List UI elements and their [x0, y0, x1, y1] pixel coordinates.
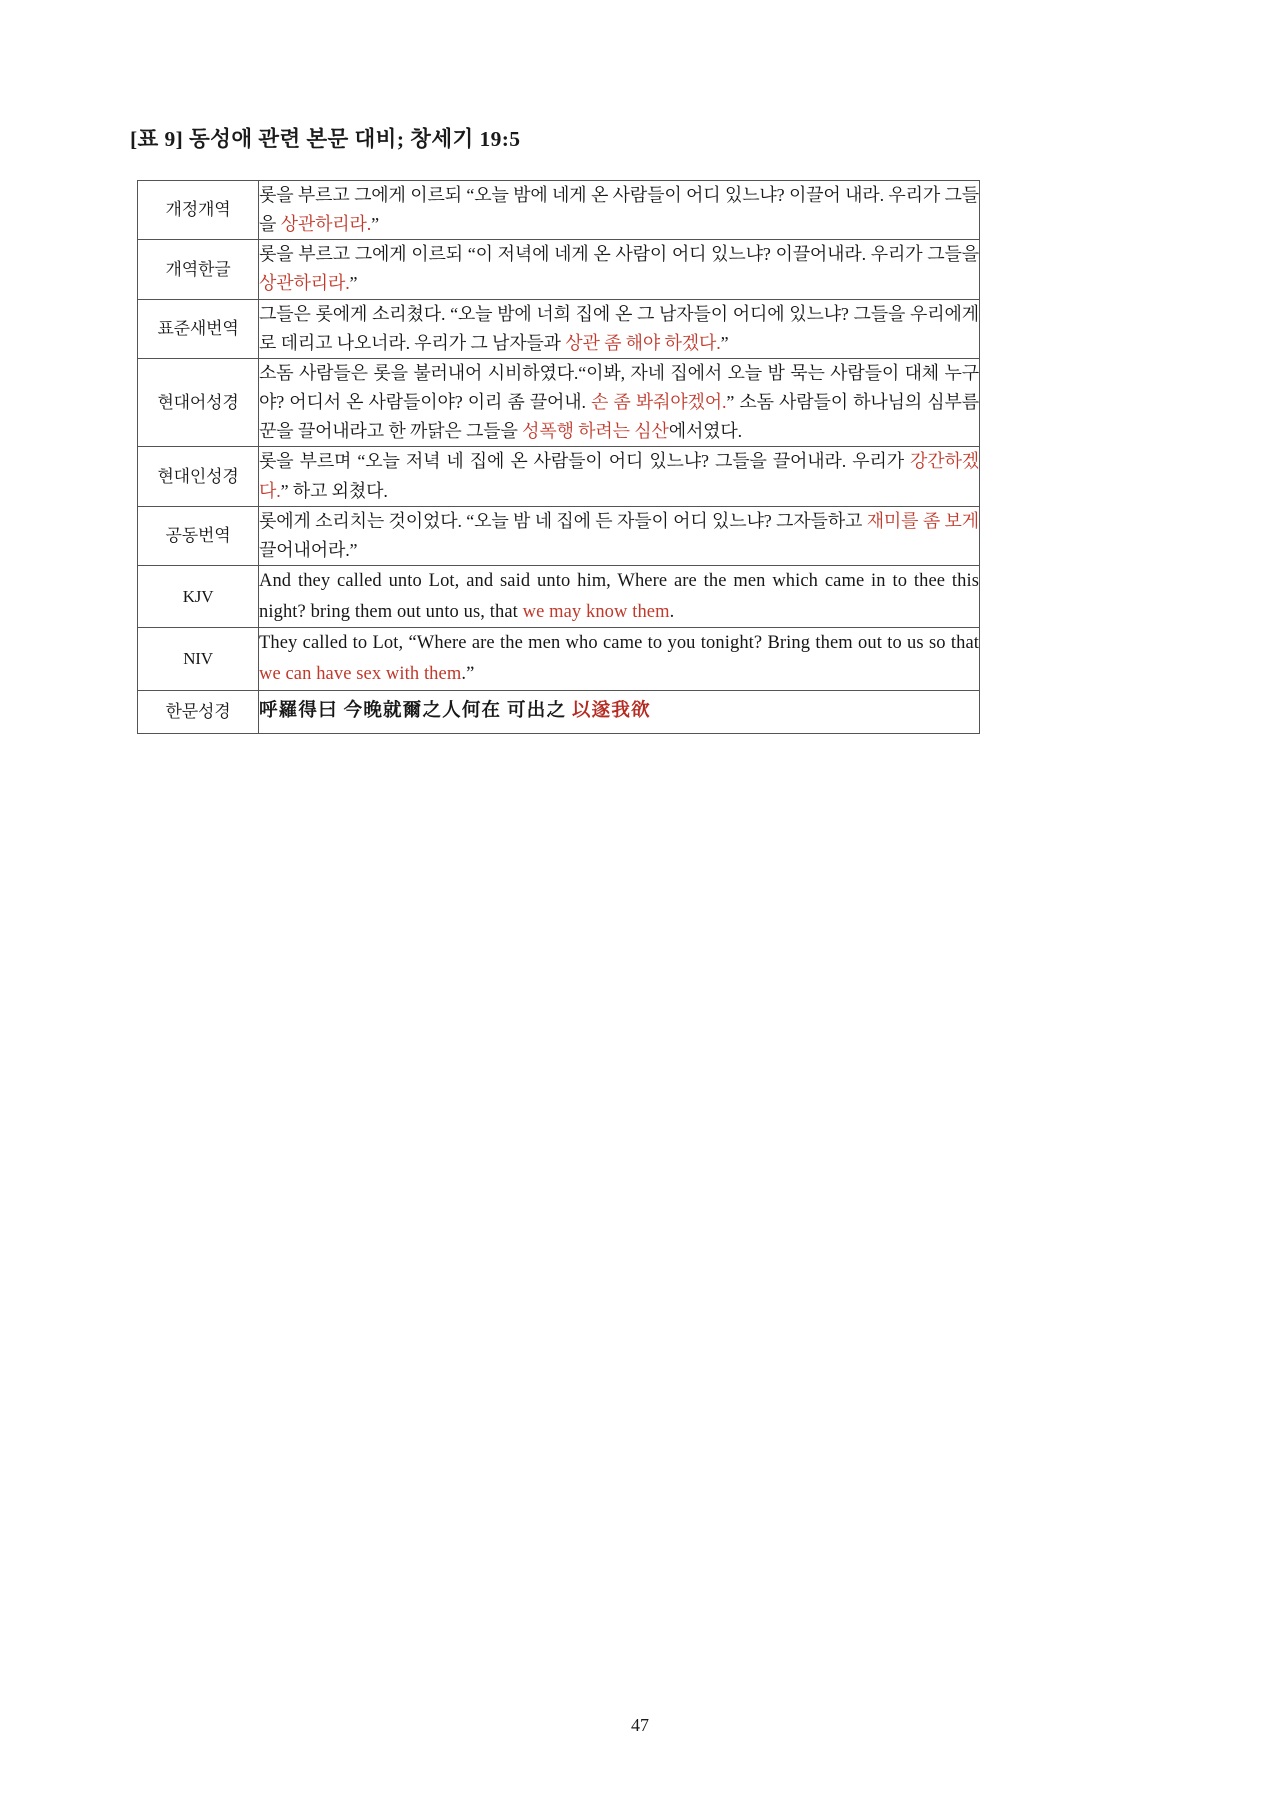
verse-text — [259, 358, 980, 446]
table-row — [138, 358, 980, 446]
highlighted-phrase: 손 좀 봐줘야겠어. — [591, 392, 727, 413]
highlighted-phrase: 강간하겠다. — [259, 451, 979, 501]
verse-segment: 소돔 사람들은 롯을 불러내어 시비하였다.“이봐, 자네 집에서 오늘 밤 묵는 사람들이 대체 누구야? 어디서 온 사람들이야? 이리 좀 끌어내. — [259, 362, 979, 413]
verse-segment: 呼羅得曰 今晚就爾之人何在 可出之 — [259, 700, 572, 721]
page-title: [표 9] 동성애 관련 본문 대비; 창세기 19:5 — [130, 127, 521, 151]
verse-segment: ” 소돔 사람들이 하나님의 심부름꾼을 끌어내라고 한 까닭은 그들을 — [259, 392, 979, 442]
verse-text — [259, 299, 980, 358]
highlighted-phrase: 상관하리라. — [280, 214, 372, 235]
highlighted-phrase: we can have sex with them — [259, 664, 462, 685]
page-number: 47 — [631, 1715, 649, 1735]
version-label: 개정개역 — [138, 181, 259, 240]
verse-segment: ” — [720, 332, 729, 353]
verse-text — [259, 181, 980, 240]
verse-segment: 롯을 부르며 “오늘 저녁 네 집에 온 사람들이 어디 있느냐? 그들을 끌어내라. 우리가 — [259, 451, 911, 472]
translation-comparison-table — [137, 180, 980, 734]
highlighted-phrase: 상관 좀 해야 하겠다. — [565, 332, 721, 353]
verse-text — [259, 447, 980, 506]
verse-segment: 롯에게 소리치는 것이었다. “오늘 밤 네 집에 든 자들이 어디 있느냐? 그자들하고 — [259, 510, 867, 531]
table-row — [138, 506, 980, 565]
verse-segment: And they called unto Lot, and said unto him, Where are the men which came in to thee this night? bring them out unto us, that — [259, 571, 979, 622]
highlighted-phrase: we may know them — [522, 601, 670, 622]
table-row — [138, 240, 980, 299]
verse-segment: .” — [461, 664, 475, 685]
version-label: KJV — [138, 566, 259, 628]
verse-segment: ” 하고 외쳤다. — [280, 480, 388, 501]
table-row — [138, 447, 980, 506]
version-label: 개역한글 — [138, 240, 259, 299]
verse-segment: 롯을 부르고 그에게 이르되 “이 저녁에 네게 온 사람이 어디 있느냐? 이끌어내라. 우리가 그들을 — [259, 244, 979, 265]
table-row — [138, 566, 980, 628]
table-row — [138, 690, 980, 733]
highlighted-phrase: 상관하리라. — [259, 273, 350, 294]
verse-segment: ” — [349, 273, 358, 294]
verse-text — [259, 566, 980, 628]
verse-segment: 그들은 롯에게 소리쳤다. “오늘 밤에 너희 집에 온 그 남자들이 어디에 있느냐? 그들을 우리에게로 데리고 나오너라. 우리가 그 남자들과 — [259, 303, 979, 353]
highlighted-phrase: 以遂我欲 — [571, 700, 651, 721]
table-body — [138, 181, 980, 734]
verse-segment: They called to Lot, “Where are the men who came to you tonight? Bring them out to us so that — [259, 633, 979, 654]
highlighted-phrase: 재미를 좀 보게 — [866, 510, 979, 531]
verse-text — [259, 628, 980, 690]
version-label: 공동번역 — [138, 506, 259, 565]
version-label: 현대인성경 — [138, 447, 259, 506]
version-label: NIV — [138, 628, 259, 690]
verse-segment: 에서였다. — [668, 421, 743, 442]
version-label: 한문성경 — [138, 690, 259, 733]
verse-segment: . — [669, 601, 675, 622]
verse-segment: 롯을 부르고 그에게 이르되 “오늘 밤에 네게 온 사람들이 어디 있느냐? 이끌어 내라. 우리가 그들을 — [259, 185, 979, 235]
table-row — [138, 299, 980, 358]
verse-text — [259, 690, 980, 733]
table-row — [138, 181, 980, 240]
verse-segment: 끌어내어라.” — [259, 539, 358, 560]
version-label: 표준새번역 — [138, 299, 259, 358]
table-row — [138, 628, 980, 690]
highlighted-phrase: 성폭행 하려는 심산 — [522, 421, 669, 442]
verse-text — [259, 506, 980, 565]
verse-text — [259, 240, 980, 299]
verse-segment: ” — [371, 214, 379, 235]
version-label: 현대어성경 — [138, 358, 259, 446]
